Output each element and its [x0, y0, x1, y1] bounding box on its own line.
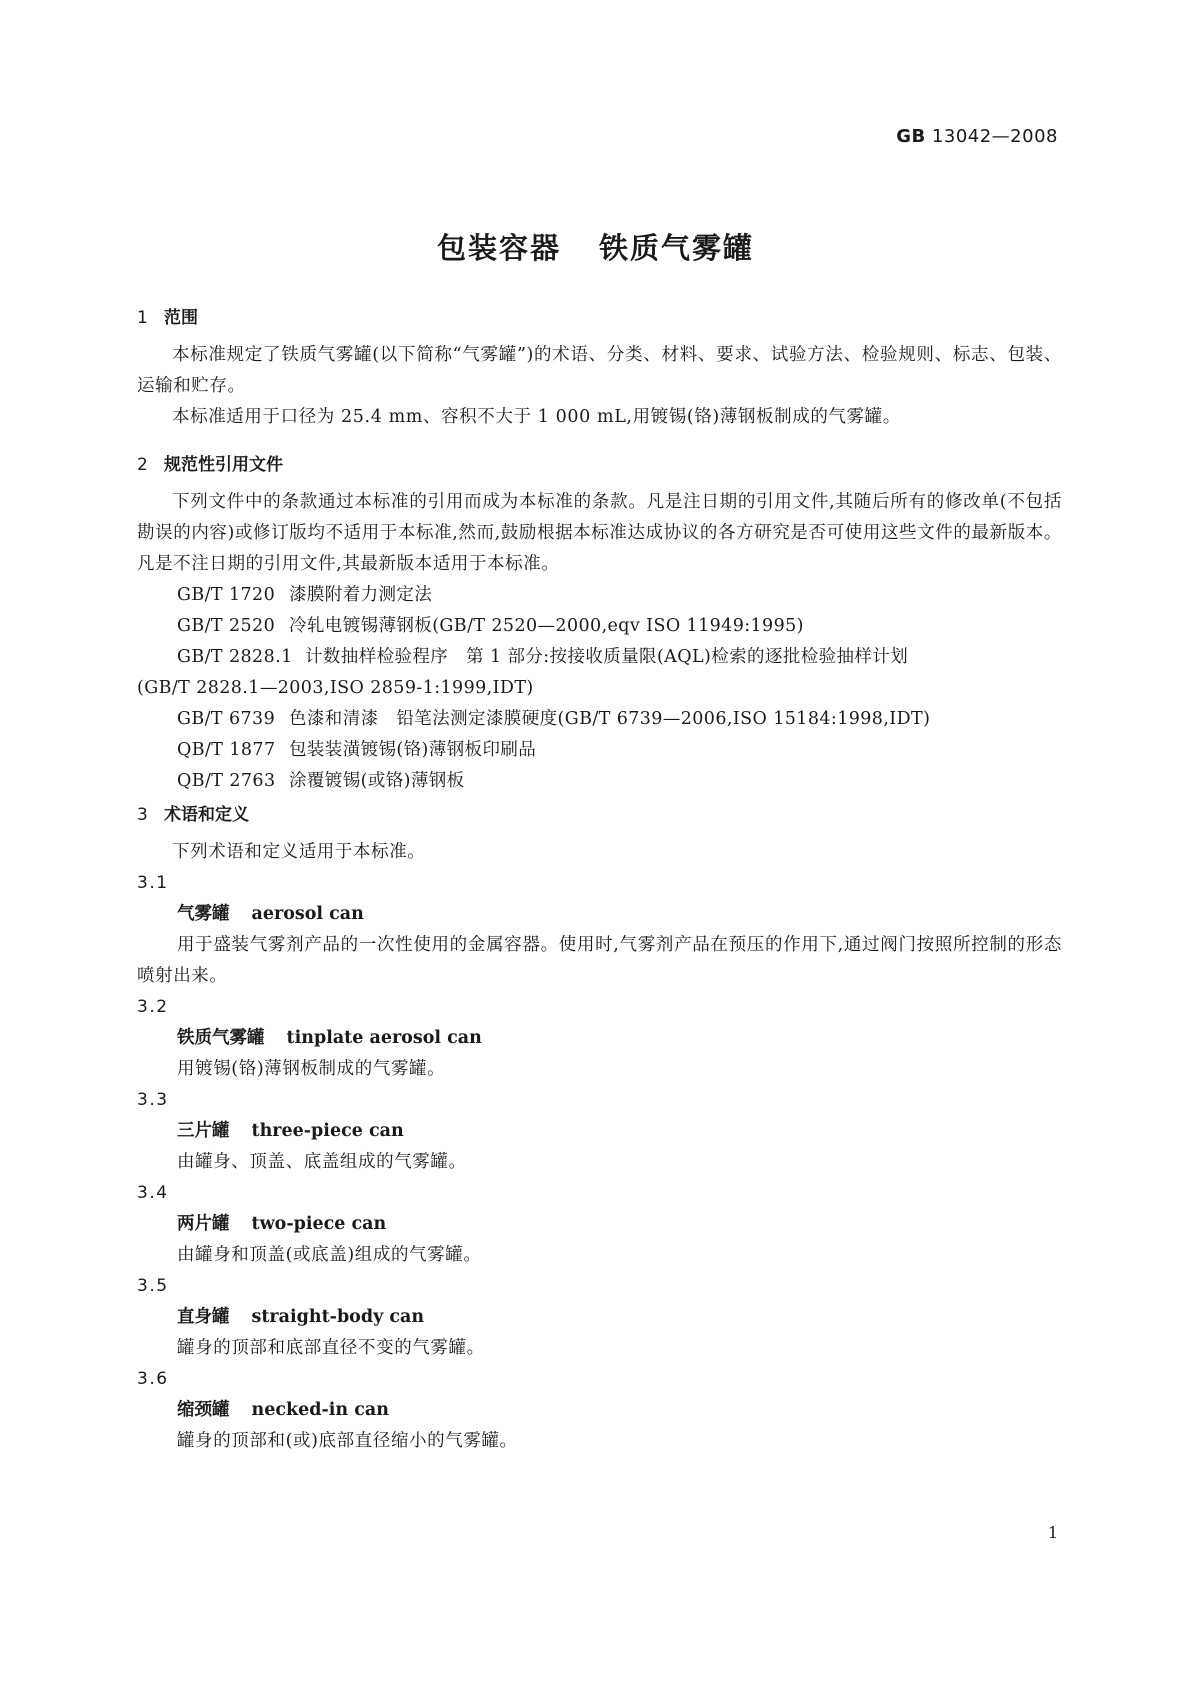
term-definition: 用于盛装气雾剂产品的一次性使用的金属容器。使用时,气雾剂产品在预压的作用下,通过阀门按照所控制的形态喷射出来。 — [137, 935, 1062, 986]
term-definition: 由罐身和顶盖(或底盖)组成的气雾罐。 — [177, 1245, 482, 1265]
reference-item: GB/T 2828.1 计数抽样检验程序 第 1 部分:按接收质量限(AQL)检索的逐批检验抽样计划 — [177, 647, 909, 667]
section-2-body — [137, 487, 1062, 797]
clause-number: 3.5 — [137, 1276, 169, 1296]
paragraph: 下列文件中的条款通过本标准的引用而成为本标准的条款。凡是注日期的引用文件,其随后所有的修改单(不包括勘误的内容)或修订版均不适用于本标准,然而,鼓励根据本标准达成协议的各方研究是否可使用这些文件的最新版本。凡是不注日期的引用文件,其最新版本适用于本标准。 — [137, 492, 1062, 574]
section-3-heading: 3 术语和定义 — [137, 805, 249, 825]
reference-item: QB/T 2763 涂覆镀锡(或铬)薄钢板 — [177, 771, 465, 791]
clause-number: 3.1 — [137, 873, 169, 893]
paragraph: 本标准适用于口径为 25.4 mm、容积不大于 1 000 mL,用镀锡(铬)薄钢板制成的气雾罐。 — [172, 407, 901, 427]
clause-number: 3.6 — [137, 1369, 169, 1389]
standard-number-header — [896, 126, 1058, 147]
reference-continuation: (GB/T 2828.1—2003,ISO 2859-1:1999,IDT) — [137, 678, 534, 698]
clause-number: 3.4 — [137, 1183, 169, 1203]
section-1-body — [137, 340, 1062, 433]
section-1-heading: 1 范围 — [137, 308, 198, 328]
section-2-heading: 2 规范性引用文件 — [137, 455, 283, 475]
term-heading: 三片罐 three-piece can — [177, 1121, 404, 1141]
paragraph: 本标准规定了铁质气雾罐(以下简称“气雾罐”)的术语、分类、材料、要求、试验方法、检验规则、标志、包装、运输和贮存。 — [137, 345, 1062, 396]
clause-number: 3.2 — [137, 997, 169, 1017]
term-heading: 两片罐 two-piece can — [177, 1214, 387, 1234]
term-heading: 缩颈罐 necked-in can — [177, 1400, 389, 1420]
reference-item: QB/T 1877 包装装潢镀锡(铬)薄钢板印刷品 — [177, 740, 537, 760]
title-part-1: 包装容器 — [436, 231, 561, 265]
term-definition: 用镀锡(铬)薄钢板制成的气雾罐。 — [177, 1059, 446, 1079]
term-heading: 气雾罐 aerosol can — [177, 904, 364, 924]
title-part-2: 铁质气雾罐 — [599, 231, 755, 265]
term-heading: 直身罐 straight-body can — [177, 1307, 425, 1327]
standard-prefix: GB — [896, 126, 926, 147]
term-definition: 由罐身、顶盖、底盖组成的气雾罐。 — [177, 1152, 467, 1172]
page-number: 1 — [1047, 1523, 1058, 1542]
clause-number: 3.3 — [137, 1090, 169, 1110]
paragraph: 下列术语和定义适用于本标准。 — [172, 842, 426, 862]
standard-code: 13042—2008 — [931, 126, 1058, 147]
term-heading: 铁质气雾罐 tinplate aerosol can — [177, 1028, 482, 1048]
term-definition: 罐身的顶部和底部直径不变的气雾罐。 — [177, 1338, 485, 1358]
term-definition: 罐身的顶部和(或)底部直径缩小的气雾罐。 — [177, 1431, 518, 1451]
reference-item: GB/T 2520 冷轧电镀锡薄钢板(GB/T 2520—2000,eqv ISO 11949:1995) — [177, 616, 804, 636]
section-3-body — [137, 837, 1062, 1457]
reference-item: GB/T 1720 漆膜附着力测定法 — [177, 585, 433, 605]
document-title — [0, 226, 1191, 267]
reference-item: GB/T 6739 色漆和清漆 铅笔法测定漆膜硬度(GB/T 6739—2006,ISO 15184:1998,IDT) — [177, 709, 931, 729]
